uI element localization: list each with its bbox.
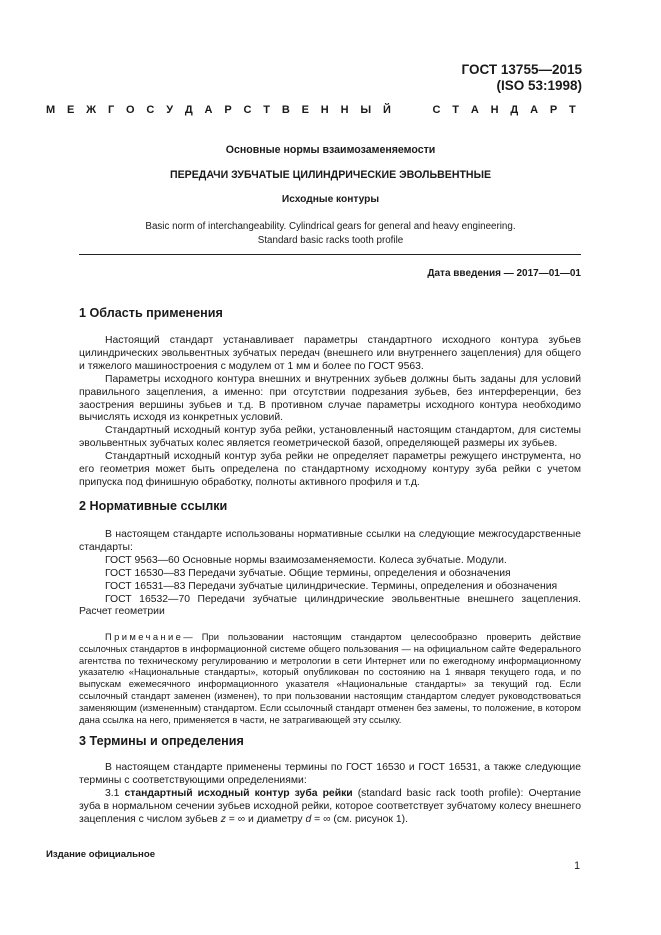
banner-gap xyxy=(418,104,421,116)
banner-letter: С xyxy=(432,104,441,116)
banner-letter: С xyxy=(243,104,252,116)
banner-letter: Н xyxy=(490,104,499,116)
term-definition xyxy=(79,788,581,827)
term-english: (standard basic rack tooth profile): xyxy=(357,787,524,799)
standard-banner xyxy=(46,104,576,116)
page-number: 1 xyxy=(574,860,580,872)
banner-letter: Ы xyxy=(360,104,372,116)
banner-letter: Т xyxy=(263,104,271,116)
banner-letter: Р xyxy=(224,104,232,116)
term-number: 3.1 xyxy=(105,787,120,799)
section-terms-body xyxy=(79,762,581,827)
banner-letter: Д xyxy=(184,104,193,116)
paragraph: Стандартный исходный контур зуба рейки, установленный настоящим стандартом, для системы эвольвентных зубчатых колес является геометрической базой, определяющей размеры их зубьев. xyxy=(79,425,581,450)
term-text: Очертание зуба в нормальном сечении зубьев исходной рейки, которое соответствует зубчатому колесу внешнего зацепления с числом зубьев xyxy=(79,787,582,825)
reference-item: ГОСТ 9563—60 Основные нормы взаимозаменяемости. Колеса зубчатые. Модули. xyxy=(105,554,507,566)
banner-letter: Е xyxy=(67,104,75,116)
gost-number: ГОСТ 13755—2015 xyxy=(461,62,582,77)
paragraph: Параметры исходного контура внешних и внутренних зубьев должны быть заданы для условий правильного зацепления, а именно: при отсутствии подрезания зубьев, без интерференции, без заострения вершины зубьев и т.д. В противном случае параметры исходного контура необходимо вычислять исходя из конкретных условий. xyxy=(79,373,581,424)
note-text: — При пользовании настоящим стандартом целесообразно проверить действие ссылочных стандартов в информационной системе общего пользования — на официальном сайте Федерального агентства по техническому регулированию и метрологии в сети Интернет или по ежегодному информационному указателю «Национальные стандарты», который опубликован по состоянию на 1 января текущего года, и по выпускам ежемесячного информационного указателя «Национальные стандарты» за текущий год. Если ссылочный стандарт заменен (изменен), то при пользовании настоящим стандартом следует руководствоваться заменяющим (измененным) стандартом. Если ссылочный стандарт отменен без замены, то положение, в котором дана ссылка на него, применяется в части, не затрагивающей эту ссылку. xyxy=(79,631,581,725)
banner-letter: А xyxy=(204,104,213,116)
term-variable-z: z xyxy=(220,813,226,825)
english-title-line: Basic norm of interchangeability. Cylindrical gears for general and heavy engineering. xyxy=(145,221,516,232)
banner-letter: Т xyxy=(569,104,576,116)
banner-letter: Н xyxy=(320,104,329,116)
introduction-date: Дата введения — 2017—01—01 xyxy=(427,268,581,279)
paragraph: В настоящем стандарте использованы нормативные ссылки на следующие межгосударственные стандарты: xyxy=(79,529,581,553)
term-text: = ∞ (см. рисунок 1). xyxy=(314,813,408,825)
term-variable-d: d xyxy=(305,813,312,825)
banner-letter: Д xyxy=(510,104,519,116)
note xyxy=(79,631,581,725)
banner-letter: У xyxy=(166,104,174,116)
english-title-line: Standard basic racks tooth profile xyxy=(257,235,404,246)
section-heading-scope: 1 Область применения xyxy=(79,306,223,320)
edition-label: Издание официальное xyxy=(46,849,156,860)
banner-gap xyxy=(403,104,406,116)
banner-letter: В xyxy=(281,104,290,116)
reference-item: ГОСТ 16531—83 Передачи зубчатые цилиндрические. Термины, определения и обозначения xyxy=(105,580,558,592)
banner-letter: А xyxy=(530,104,539,116)
banner-letter: Ж xyxy=(86,104,97,116)
note-label: Примечание xyxy=(105,631,184,642)
banner-letter: Г xyxy=(107,104,115,116)
banner-letter: А xyxy=(470,104,479,116)
banner-letter: Р xyxy=(549,104,558,116)
banner-letter: С xyxy=(146,104,155,116)
paragraph: В настоящем стандарте применены термины по ГОСТ 16530 и ГОСТ 16531, а также следующие термины с соответствующими определениями: xyxy=(79,762,581,786)
document-code xyxy=(462,62,582,94)
reference-item: ГОСТ 16532—70 Передачи зубчатые цилиндрические эвольвентные внешнего зацепления. xyxy=(105,593,581,605)
section-references-body xyxy=(79,529,581,619)
standard-subtitle: Исходные контуры xyxy=(281,194,380,205)
banner-letter: М xyxy=(46,104,56,116)
banner-letter: О xyxy=(126,104,135,116)
standard-group: Основные нормы взаимозаменяемости xyxy=(225,144,436,156)
paragraph: Настоящий стандарт устанавливает параметры стандартного исходного контура зубьев цилиндрических эвольвентных зубчатых передач (внешнего или внутреннего зацепления) для общего и тяжелого машиностроения с модулем от 1 мм и более по ГОСТ 9563. xyxy=(79,335,581,372)
banner-letter: Е xyxy=(301,104,309,116)
english-title xyxy=(0,220,661,248)
header-divider xyxy=(79,254,581,255)
reference-item-continuation: Расчет геометрии xyxy=(79,606,165,618)
banner-letter: Й xyxy=(382,104,391,116)
section-heading-terms: 3 Термины и определения xyxy=(79,734,244,748)
section-heading-references: 2 Нормативные ссылки xyxy=(79,499,228,513)
banner-letter: Н xyxy=(340,104,349,116)
term-text: = ∞ и диаметру xyxy=(228,813,303,825)
paragraph: Стандартный исходный контур зуба рейки не определяет параметры режущего инструмента, но его геометрия может быть определена по стандартному исходному контуру зуба рейки с учетом припуска под финишную обработку, полноты активного профиля и т.д. xyxy=(79,451,581,488)
banner-letter: Т xyxy=(452,104,459,116)
standard-title: ПЕРЕДАЧИ ЗУБЧАТЫЕ ЦИЛИНДРИЧЕСКИЕ ЭВОЛЬВЕНТНЫЕ xyxy=(169,169,492,181)
iso-number: (ISO 53:1998) xyxy=(496,78,582,93)
reference-item: ГОСТ 16530—83 Передачи зубчатые. Общие термины, определения и обозначения xyxy=(105,567,511,579)
term-name: стандартный исходный контур зуба рейки xyxy=(124,787,353,799)
section-scope-body xyxy=(79,335,581,490)
